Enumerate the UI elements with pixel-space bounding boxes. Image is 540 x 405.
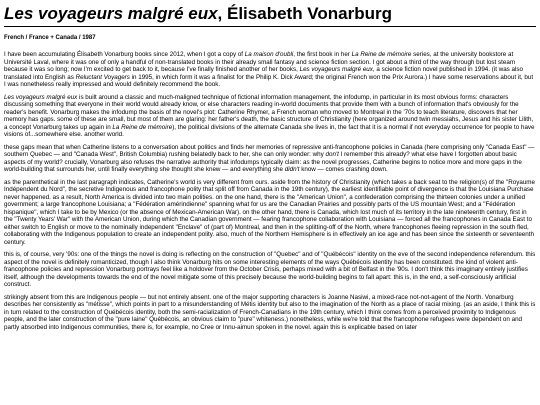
italic-text: didn't — [284, 166, 300, 173]
italic-text: La Reine de mémoire — [351, 51, 412, 58]
text-run: , the first book in her — [293, 51, 352, 58]
text-run: strikingly absent from this are Indigenous people — but not entirely absent. one of the major supporting characters is Joanne Nasiwi, a mixed-race not-not-agent of the North. Vonarburg describes her consistently as "métisse", which points in part to a misunderstanding of Métis identity but also to the imagination of the North as a place of racial mixing. (as an aside, I think this is in turn related to the construction of Québécois identity, both the semi-racialization of French-Canadians in the 19th century, which I think comes from a perceived proximity to Indigenous people, and the later construction of the "pure laine" Québécois, an obvious claim to "pure" whiteness.) nonetheless, while we're told that the francophone refugees were dependent on and partly absorbed into Indigenous communities, there is, for example, no Cree or Innu-aimun spoken in the novel. again this is explicable based on later — [4, 293, 536, 331]
paragraph — [4, 251, 536, 289]
text-run: ), the political divisions of the alternate Canada she lives in, the fact that it is a normal if not everyday occurrence for people to have visions of...somewhere else. another world. — [4, 123, 535, 138]
text-run: series, at the university bookstore at Université Laval, where it was one of only a handful of non-translated books in their already small fantasy and science fiction section. I got about a third of the way through but lost steam because it was so long; now I'm excited to get back to it, because I've finally finished another of her books, — [4, 51, 516, 73]
title-separator: , — [217, 4, 227, 23]
text-run: this is, of course, very '90s: one of the things the novel is doing is reflecting on the construction of "Quebec" and of "Québécois" identity on the eve of the second independence referendum. this aspect of the novel is definitely romanticized, though I also think Vonarburg hits on some interesting elements of the ways Québécois identity has been constituted. the kind of violent anti-francophone policies and repression Vonarburg portrays feel like a holdover from the October Crisis, perhaps mixed with a bit of Belfast in the '90s. I don't think this imaginary entirely justifies itself, although the developments towards the end of the novel mitigate some of this precisely because the world-building begins to fall apart: this is, in the end, a self-consciously artificial construct. — [4, 251, 536, 288]
text-run: I remember this already? what else have I forgotten about basic aspects of my world? crucially, Vonarburg also refuses the narrative authority that infodumps typically claim: as the novel progresses, Catherine begins to notice more and more gaps in the world-building that surrounds her, until finally everything she thought she knew — and everything she — [4, 151, 522, 173]
italic-text: Les voyageurs malgré eux — [299, 66, 373, 73]
italic-text: La Reine de mémoire — [112, 123, 173, 131]
italic-text: Reluctant Voyagers — [75, 73, 130, 81]
text-run: I have been accumulating Élisabeth Vonarburg books since 2012, when I got a copy of — [4, 51, 245, 58]
italic-text: Les voyageurs malgré eux — [4, 93, 78, 101]
text-run: in 1995, in which form it was a finalist for the Philip K. Dick Award; the original French won the Prix Aurora.) I have some reservations about it, but I was nonetheless really impressed and would definitely recommend the book. — [4, 73, 534, 88]
book-title: Les voyageurs malgré eux — [4, 4, 218, 23]
text-run: is built around a classic and much-maligned technique of fictional information management, the infodump, in particular in its most obvious forms: characters discussing something that everyone in their world would already know, or else characters reading in-world documents that provide them with a bunch of information that's obviously for the reader's benefit. Vonarburg makes the infodump the basis of the novel's plot: Catherine Rhymer, a French woman who moved to Montreal in the '70s to teach literature, discovers that her memory has gaps. some of these are small, but most of them are glaring: her father's death, the basic structure of Christianity (here organized around twin messiahs, Jesus and his sister Lilith, a concept Vonarburg takes up again in — [4, 93, 534, 131]
page-title — [4, 4, 536, 27]
text-run: , a science fiction novel published in 1994. (it was also translated into English as — [4, 66, 524, 81]
book-meta: French / France + Canada / 1987 — [4, 35, 96, 41]
italic-text: La maison d'oubli — [244, 51, 294, 58]
text-run: as the parenthetical in the last paragraph indicates, Catherine's world is very different from ours. aside from the history of Christianity (which takes a back seat to the religion(s) of the "Royaume Indépendent du Nord", the secretive Indigenous and francophone polity that split off from Canada in the 19th century), the earliest identifiable point of divergence is that the Louisiana Purchase never happened. as a result, North America is divided into two main polities. on the one hand, there is the "American Union", a confederation comprising the thirteen colonies under a unified government; a large francophone Louisiana; a "Fédération amérindienne" spanning what for us are the Canadian Prairies and possibly parts of the US mountain West; and a "Fédération hispanique", which I take to be by Mexico (or the absence of Mexican-American War). on the other hand, there is Canada, which lost much of its territory in the late nineteenth century, first in the "Twenty Years' War" with the American Union, during which the Canadian government — fearing francophone collaboration with Louisiana — forced all the francophones in Canada East to either switch to English or move to the nominally independent "Enclave" of (part of) Montreal, and then in the splitting-off of the North, where francophones fleeing repression in the south fled, collaborating with the Indigenous population to create an independent polity. also, much of the Northern Hemisphere is in effectively an ice age and has been since the sixteenth or seventeenth century. — [4, 178, 535, 246]
paragraph — [4, 144, 536, 174]
author-name: Élisabeth Vonarburg — [227, 4, 392, 23]
article-body — [4, 51, 536, 331]
paragraph — [4, 179, 536, 247]
text-run: know — comes crashing down. — [299, 166, 388, 173]
paragraph — [4, 51, 536, 89]
paragraph — [4, 294, 536, 332]
paragraph — [4, 94, 536, 139]
italic-text: don't — [325, 151, 339, 158]
text-run: these gaps mean that when Catherine listens to a conversation about politics and finds her memories of repressive anti-francophone policies in Canada (here comprising only "Canada East" — southern Quebec — and "Canada West", British Columbia) rushing belatedly back to her, she can only wonder: why — [4, 143, 535, 158]
